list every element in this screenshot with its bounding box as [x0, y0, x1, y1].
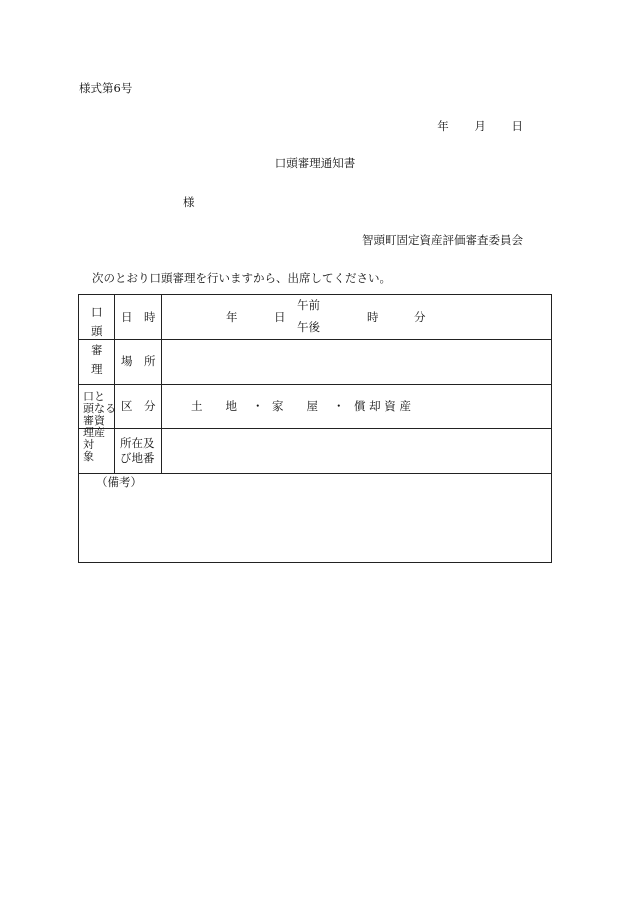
row-divider [79, 339, 551, 340]
group2-line: 頭なる [83, 402, 116, 415]
row-divider [79, 384, 551, 385]
location-label-line2: び地番 [120, 451, 155, 465]
document-title: 口頭審理通知書 [274, 156, 356, 170]
row-divider [79, 428, 551, 429]
category-house: 家 屋 [272, 399, 318, 413]
group2-line: 口と [83, 390, 105, 403]
category-land: 土 地 [191, 399, 237, 413]
sender-name: 智頭町固定資産評価審査委員会 [362, 233, 523, 247]
datetime-label: 日 時 [121, 310, 156, 324]
group2-line: 象 [83, 450, 94, 463]
place-label: 場 所 [121, 354, 156, 368]
category-depreciable-assets: 償 却 資 産 [354, 399, 411, 413]
form-number: 様式第6号 [79, 81, 133, 95]
category-separator: ・ [333, 399, 345, 413]
datetime-minute: 分 [414, 310, 426, 324]
column-divider [161, 295, 162, 473]
column-divider [114, 295, 115, 473]
group2-line: 審資 [83, 414, 105, 427]
hearing-form-table [78, 294, 552, 563]
intro-text: 次のとおり口頭審理を行いますから、出席してください。 [92, 271, 391, 285]
datetime-am: 午前 [297, 298, 320, 312]
group2-line: 理産 [83, 426, 105, 439]
row-divider [79, 473, 551, 474]
datetime-hour: 時 [367, 310, 379, 324]
group1-char: 口 [91, 305, 103, 319]
group1-char: 審 [91, 343, 103, 357]
group2-line: 対 [83, 438, 94, 451]
category-separator: ・ [252, 399, 264, 413]
location-label-line1: 所在及 [120, 436, 155, 450]
date-line [415, 121, 523, 133]
datetime-year: 年 [226, 310, 238, 324]
category-label: 区 分 [121, 399, 156, 413]
group1-char: 理 [91, 362, 103, 376]
addressee-suffix: 様 [183, 195, 195, 209]
date-day: 日 [511, 119, 523, 133]
datetime-pm: 午後 [297, 320, 320, 334]
date-month: 月 [474, 119, 486, 133]
date-year: 年 [437, 119, 449, 133]
group1-char: 頭 [91, 324, 103, 338]
datetime-day: 日 [274, 310, 286, 324]
remarks-label: （備考） [96, 475, 142, 489]
